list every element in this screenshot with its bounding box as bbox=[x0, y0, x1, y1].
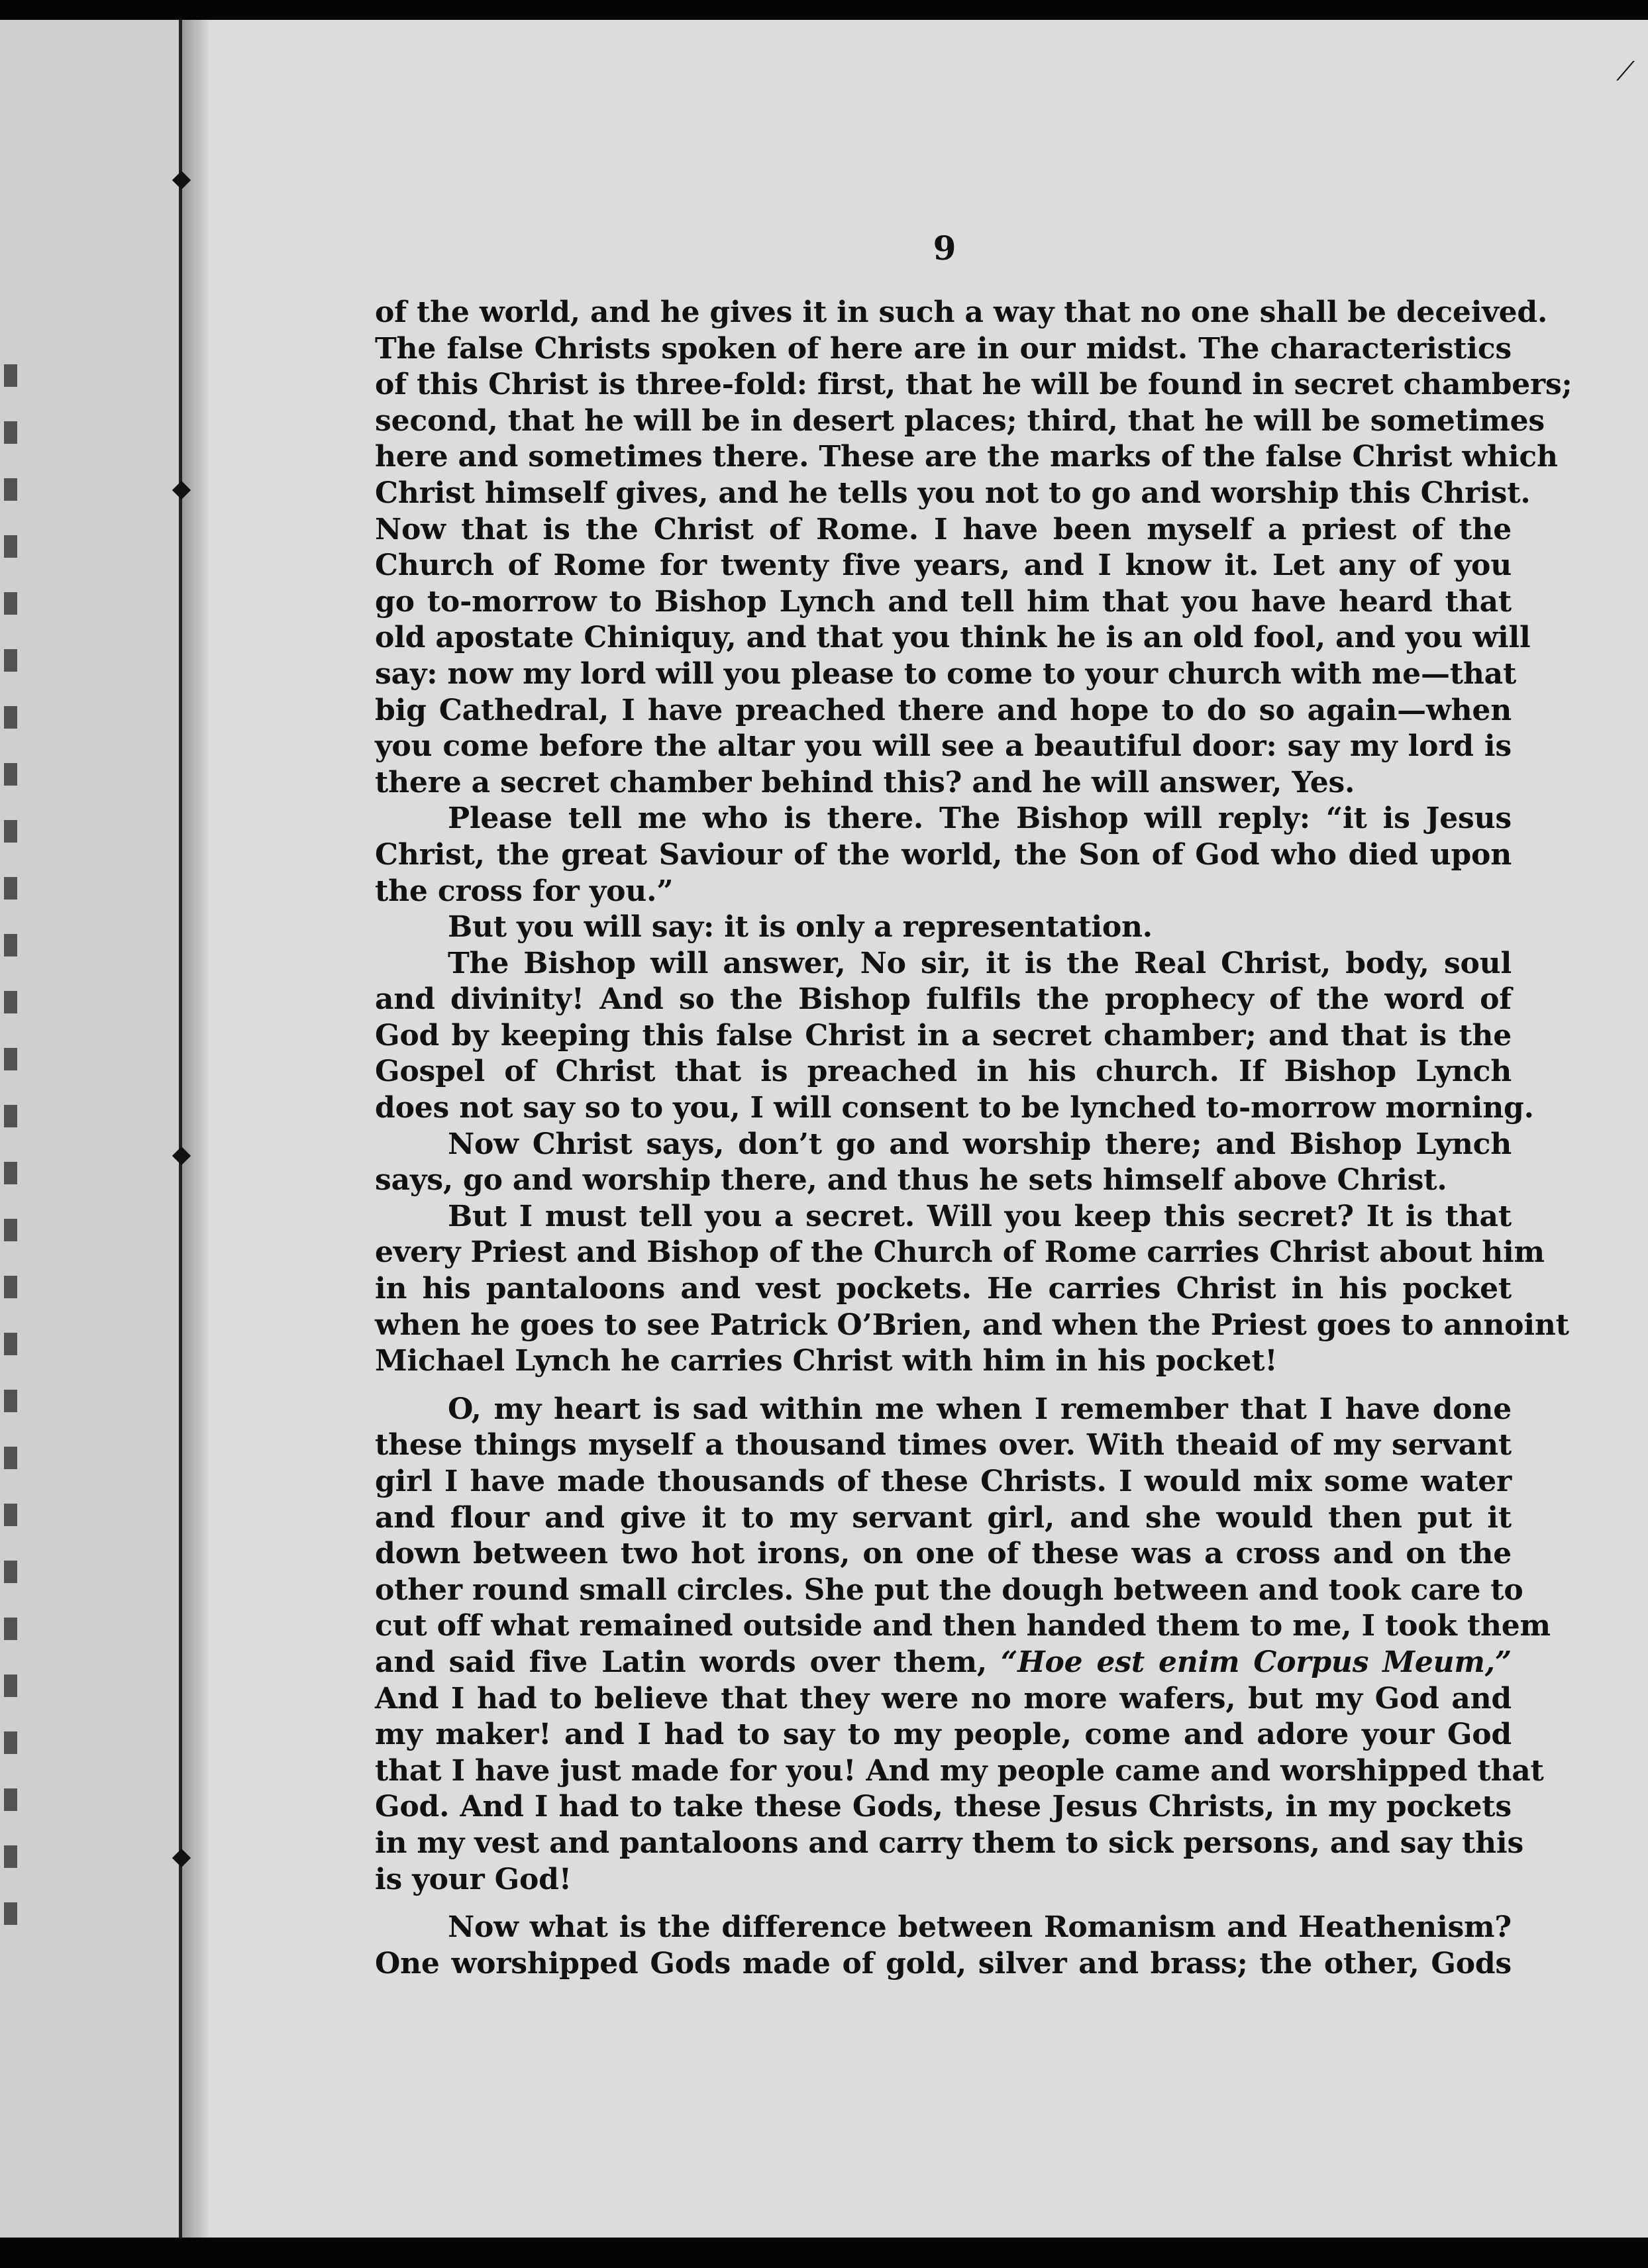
text-line: The Bishop will answer, No sir, it is the Real Christ, body, soul bbox=[448, 946, 1512, 980]
text-line: say: now my lord will you please to come to your church with me—that bbox=[375, 656, 1517, 691]
text-line: Now what is the difference between Romanism and Heathenism? bbox=[448, 1910, 1512, 1945]
text-line: Michael Lynch he carries Christ with him in his pocket! bbox=[375, 1344, 1278, 1378]
text-fragment: and said five Latin words over them, bbox=[375, 1645, 987, 1679]
facing-page-edge bbox=[0, 20, 183, 2238]
text-line: Now that is the Christ of Rome. I have been myself a priest of the bbox=[375, 512, 1512, 546]
text-line: God. And I had to take these Gods, these Jesus Christs, in my pockets bbox=[375, 1790, 1512, 1824]
text-line: every Priest and Bishop of the Church of Rome carries Christ about him bbox=[375, 1235, 1545, 1270]
text-line: Gospel of Christ that is preached in his church. If Bishop Lynch bbox=[375, 1055, 1512, 1089]
scan-frame-top bbox=[0, 0, 1648, 20]
text-line: go to-morrow to Bishop Lynch and tell him that you have heard that bbox=[375, 584, 1512, 619]
text-line: the cross for you.” bbox=[375, 874, 674, 908]
text-line: and divinity! And so the Bishop fulfils the prophecy of the word of bbox=[375, 982, 1512, 1017]
text-line: girl I have made thousands of these Christs. I would mix some water bbox=[375, 1465, 1512, 1498]
text-line: Christ, the great Saviour of the world, the Son of God who died upon bbox=[375, 837, 1512, 872]
gutter-shadow bbox=[182, 20, 209, 2238]
text-line: cut off what remained outside and then handed them to me, I took them bbox=[375, 1609, 1551, 1643]
text-line: there a secret chamber behind this? and he will answer, Yes. bbox=[375, 765, 1355, 799]
text-line-with-latin bbox=[375, 1645, 1512, 1681]
text-line: and flour and give it to my servant girl, and she would then put it bbox=[375, 1500, 1512, 1535]
text-line: And I had to believe that they were no more wafers, but my God and bbox=[375, 1681, 1512, 1716]
page-corner-mark: ⟋ bbox=[1616, 56, 1635, 87]
text-line: Church of Rome for twenty five years, and I know it. Let any of you bbox=[375, 548, 1512, 583]
scan-frame-bottom bbox=[0, 2238, 1648, 2268]
text-line: God by keeping this false Christ in a secret chamber; and that is the bbox=[375, 1018, 1512, 1053]
text-line: But you will say: it is only a representation. bbox=[448, 910, 1153, 945]
text-line: of the world, and he gives it in such a way that no one shall be deceived. bbox=[375, 295, 1548, 329]
text-line: these things myself a thousand times over. With theaid of my servant bbox=[375, 1428, 1512, 1463]
text-line: here and sometimes there. These are the marks of the false Christ which bbox=[375, 440, 1558, 474]
text-line: other round small circles. She put the dough between and took care to bbox=[375, 1572, 1523, 1607]
text-line: is your God! bbox=[375, 1862, 572, 1896]
page-number: 9 bbox=[933, 229, 956, 268]
text-line: second, that he will be in desert places; third, that he will be sometimes bbox=[375, 403, 1545, 438]
text-line: that I have just made for you! And my people came and worshipped that bbox=[375, 1753, 1544, 1788]
text-line: you come before the altar you will see a beautiful door: say my lord is bbox=[375, 729, 1512, 764]
text-line: when he goes to see Patrick O’Brien, and when the Priest goes to annoint bbox=[375, 1308, 1569, 1342]
text-line: The false Christs spoken of here are in our midst. The characteristics bbox=[375, 331, 1512, 366]
body-text bbox=[375, 295, 1572, 1982]
text-line: says, go and worship there, and thus he sets himself above Christ. bbox=[375, 1163, 1447, 1198]
facing-page-text-bleed bbox=[4, 364, 17, 1954]
text-line: in my vest and pantaloons and carry them to sick persons, and say this bbox=[375, 1826, 1524, 1860]
text-line: of this Christ is three-fold: first, that he will be found in secret chambers; bbox=[375, 368, 1572, 402]
text-line: O, my heart is sad within me when I remember that I have done bbox=[448, 1392, 1512, 1426]
text-line: But I must tell you a secret. Will you keep this secret? It is that bbox=[448, 1199, 1512, 1233]
text-line: Please tell me who is there. The Bishop will reply: “it is Jesus bbox=[448, 801, 1512, 836]
latin-phrase: “Hoe est enim Corpus Meum,” bbox=[1001, 1645, 1512, 1679]
text-line: big Cathedral, I have preached there and hope to do so again—when bbox=[375, 693, 1512, 727]
text-line: Now Christ says, don’t go and worship there; and Bishop Lynch bbox=[448, 1127, 1512, 1161]
text-line: does not say so to you, I will consent to be lynched to-morrow morning. bbox=[375, 1091, 1534, 1125]
text-line: down between two hot irons, on one of these was a cross and on the bbox=[375, 1537, 1512, 1571]
text-line: old apostate Chiniquy, and that you think he is an old fool, and you will bbox=[375, 621, 1531, 655]
text-line: One worshipped Gods made of gold, silver and brass; the other, Gods bbox=[375, 1946, 1512, 1981]
text-line: my maker! and I had to say to my people, come and adore your God bbox=[375, 1718, 1512, 1752]
text-line: in his pantaloons and vest pockets. He carries Christ in his pocket bbox=[375, 1272, 1512, 1306]
text-line: Christ himself gives, and he tells you not to go and worship this Christ. bbox=[375, 476, 1531, 510]
